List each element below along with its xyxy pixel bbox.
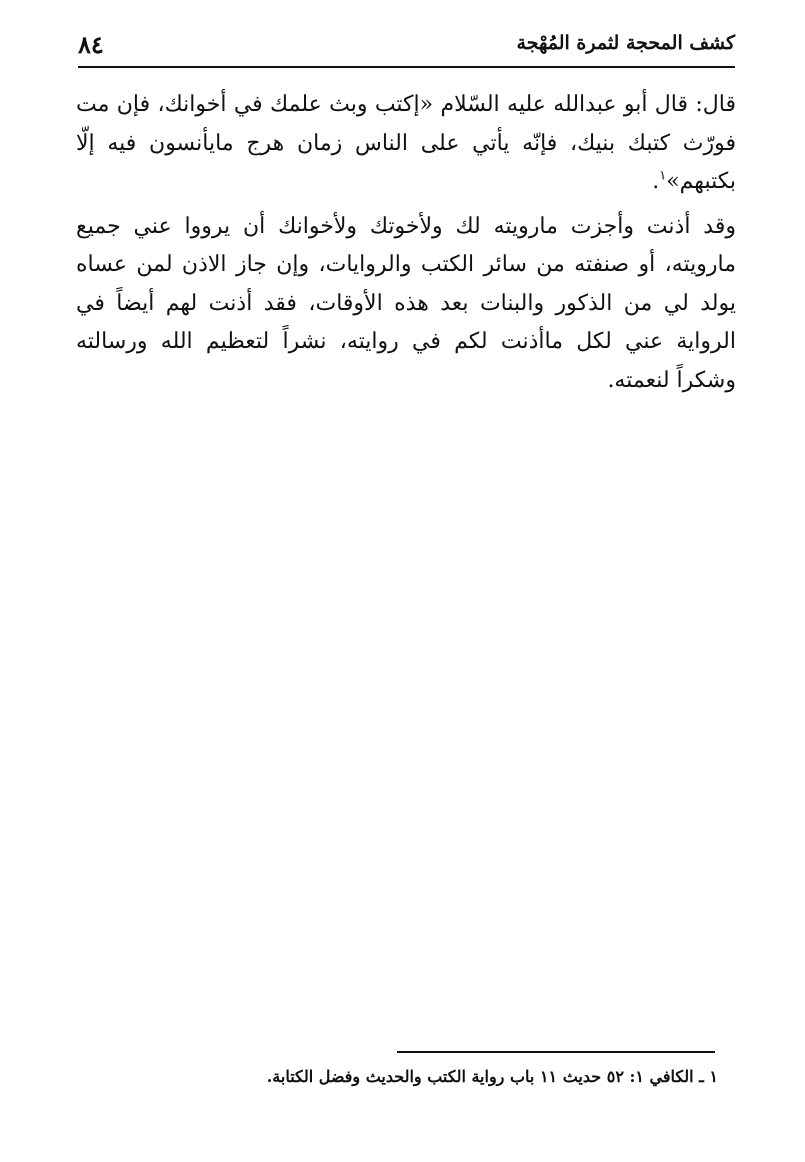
header-divider [78,66,735,68]
paragraph-2: وقد أذنت وأجزت مارويته لك ولأخوتك ولأخوانك أن يرووا عني جميع مارويته، أو صنفته من سائر الكتب والروايات، وإن جاز الاذن لمن عساه يولد لي من الذكور والبنات بعد هذه الأوقات، فقد أذنت لهم أيضاً في الرواية عني لكل ماأذنت لكم في روايته، نشراً لتعظيم الله ورسالته وشكراً لنعمته. [76,213,736,393]
paragraph-1 [76,86,736,202]
running-header-title: كشف المحجة لثمرة المُهْجة [516,32,735,54]
page-number: ٨٤ [78,30,104,59]
paragraph-1-text: قال: قال أبو عبدالله عليه السّلام «إكتب وبث علمك في أخوانك، فإن مت فورّث كتبك بنيك، فإنّه يأتي على الناس زمان هرج مايأنسون فيه إلّا بكتبهم» [76,92,736,194]
paragraph-1-end: . [652,169,660,194]
footnote-reference: ١ [659,168,667,184]
running-header [78,30,735,66]
footnote: ١ ـ الكافي ١: ٥٢ حديث ١١ باب رواية الكتب والحديث وفضل الكتابة. [266,1067,718,1086]
main-text [76,86,736,400]
footnote-divider [397,1051,715,1053]
